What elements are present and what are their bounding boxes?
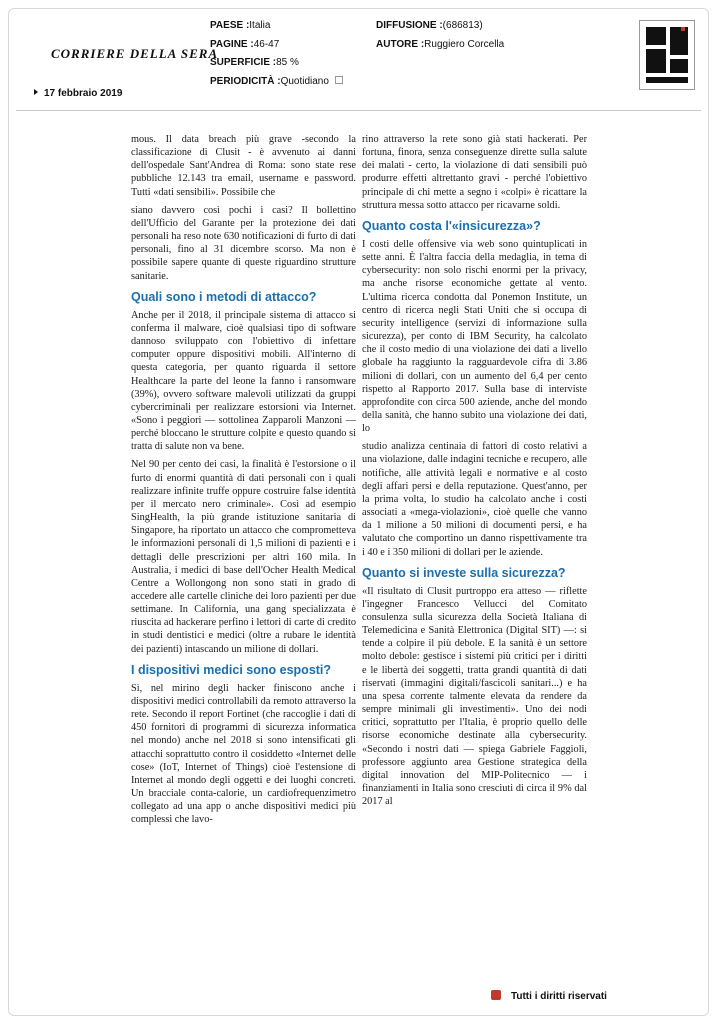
header-divider [16,110,701,111]
date-text: 17 febbraio 2019 [44,88,123,99]
newspaper-logo: CORRIERE DELLA SERA [51,46,219,61]
meta-autore: AUTORE :Ruggiero Corcella [376,39,505,50]
publisher-icon [491,990,501,1000]
clipping-header [16,16,701,108]
paragraph: Anche per il 2018, il principale sistema di attacco si conferma il malware, cioè qualsiasi tipo di software dannoso sviluppato con l'obiettivo di infettare computer oppure dispositivi mobili. All'interno di questa categoria, per quanto riguarda il settore Healthcare la parte del leone la fanno i ransomware (39%), ovvero software malevoli utilizzati da gruppi cybercriminali per realizzare estorsioni via Internet. «Sono i peggiori — sottolinea Zapparoli Manzoni — perché bloccano le strutture colpite e questo quando si tratta di salute non va bene. [131,309,356,453]
triangle-icon [34,89,38,95]
rights-footer [491,990,607,1002]
page-frame [8,8,709,1016]
paragraph: Nel 90 per cento dei casi, la finalità è l'estorsione o il furto di enormi quantità di dati personali con i quali realizzare infinite truffe oppure costruire false identità per il mercato nero criminale». Così ad esempio SingHealth, la più grande istituzione sanitaria di Singapore, ha riportato un attacco che comprometteva le informazioni personali di 1,5 milioni di pazienti e i dettagli delle prescrizioni per altri 160 mila. In Australia, i medici di base dell'Ocher Health Medical Centre a Wollongong non sono stati in grado di accedere alle cartelle cliniche dei loro pazienti per due settimane. In California, una gang specializzata è riuscita ad hackerare perfino i lettori di carte di credito in studi dentistici e medici (oltre a rubare le identità dei pazienti) intascando un milione di dollari. [131,459,356,655]
paragraph: mous. Il data breach più grave -secondo la classificazione di Clusit - è avvenuto ai danni dell'ospedale Sant'Andrea di Roma: sono state rese pubbliche 12.143 tra email, username e password. Tutti «dati sensibili». Possibile che [131,134,356,198]
paragraph: I costi delle offensive via web sono quintuplicati in sette anni. È l'altra faccia della medaglia, in tema di cybersecurity: non solo rischi enormi per la privacy, ma anche risorse economiche gettate al vento. L'ultima ricerca condotta dal Ponemon Institute, un centro di ricerca negli Stati Uniti che si occupa di security intelligence (servizi di informazione sulla sicurezza), per conto di IBM Security, ha calcolato che il costo medio di una violazione dei dati a livello globale ha raggiunto la ragguardevole cifra di 3.86 milioni di dollari, con un aumento del 6,4 per cento rispetto al Rapporto 2017. Sulla base di interviste approfondite con circa 500 aziende, anche del mondo della sanità, che hanno subito una violazione dei dati, lo [362,238,587,435]
checkbox-icon [335,76,343,84]
paragraph: «Il risultato di Clusit purtroppo era atteso — riflette l'ingegner Francesco Vellucci del Comitato consulenza sulla sicurezza della Società Italiana di Telemedicina e Sanità Elettronica (Digital SIT) —: si tende a colpire il più debole. E la sanità è un settore molto debole: gestisce i sistemi più critici per i diritti e le libertà dei soggetti, tratta grandi quantità di dati riservati (immagini digitali/fascicoli sanitari...) e ha una spesa corrente talmente elevata da rendere da sempre minimali gli investimenti». Uno dei nodi critici, soprattutto per l'Italia, è proprio quello delle risorse economiche destinate alla cybersecurity. «Secondo i nostri dati — spiega Gabriele Faggioli, professore aggiunto area Gestione strategica della digital innovation del MIP-Politecnico — i finanziamenti in Italia sono cresciuti di circa il 9% dal 2017 al [362,585,587,808]
meta-pagine: PAGINE :46-47 [210,39,280,50]
section-heading: Quanto si investe sulla sicurezza? [362,565,566,580]
meta-paese: PAESE :Italia [210,20,271,31]
paragraph: siano davvero così pochi i casi? Il bollettino dell'Ufficio del Garante per la protezione dei dati personali ha reso note 630 notificazioni di furto di dati personali, fino al 31 dicembre scorso. Ma non è possibile sapere quante di queste riguardino strutture sanitarie. [131,204,356,282]
publication-date [34,88,122,99]
paragraph: studio analizza centinaia di fattori di costo relativi a una violazione, dalle indagini tecniche e recupero, alle notifiche, alle attività legali e normative e al costo degli affari persi e della reputazione. Quest'anno, per la prima volta, lo studio ha calcolato anche i costi associati a «mega-violazioni», cioè quelle che vanno da 1 milione a 50 milioni di documenti persi, e ha valutato che comportino un danno rispettivamente tra i 40 e i 350 milioni di dollari per le aziende. [362,441,587,558]
paragraph: rino attraverso la rete sono già stati hackerati. Per fortuna, finora, senza conseguenze dirette sulla salute dei malati - certo, la violazione di dati sensibili può produrre effetti altrettanto gravi - perché l'obiettivo principale di chi mette a segno i «colpi» è ricattare la struttura messa sotto attacco per ricavarne soldi. [362,134,587,211]
section-heading: I dispositivi medici sono esposti? [131,662,332,677]
rights-text: Tutti i diritti riservati [511,991,607,1002]
article-column-2 [362,133,587,808]
page-thumbnail-icon [639,20,695,90]
article-column-1 [131,133,356,827]
section-heading: Quali sono i metodi di attacco? [131,289,317,304]
meta-periodicita: PERIODICITÀ :Quotidiano [210,76,343,87]
meta-superficie: SUPERFICIE :85 % [210,57,299,68]
meta-diffusione: DIFFUSIONE :(686813) [376,20,483,31]
paragraph: Sì, nel mirino degli hacker finiscono anche i dispositivi medici controllabili da remoto attraverso la rete. Secondo il report Fortinet (che raccoglie i dati di 450 fornitori di programmi di sicurezza informatica nel mondo) anche nel 2018 si sono intensificati gli attacchi soprattutto contro il cosiddetto «Internet delle cose» (IoT, Internet of Things) cioè l'estensione di Internet al mondo degli oggetti e dei luoghi concreti. Un bracciale conta-calorie, un cardiofrequenzimetro collegato ad una app o anche dispositivi medici più complessi che lavo- [131,682,356,826]
section-heading: Quanto costa l'«insicurezza»? [362,218,541,233]
